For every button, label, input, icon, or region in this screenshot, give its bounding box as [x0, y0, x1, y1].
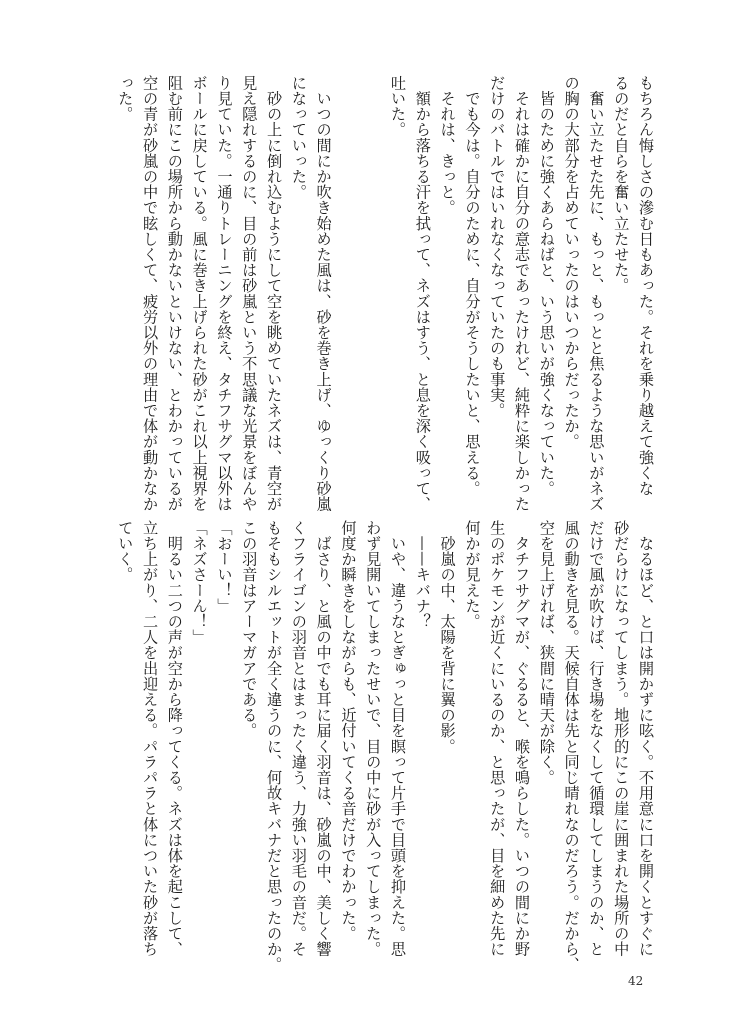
top-text-block	[116, 75, 658, 512]
text-line: 何かが見えた。	[463, 520, 482, 630]
text-line	[336, 75, 361, 505]
text-line: るのだと自らを奮い立たせた。	[612, 75, 631, 294]
text-line: それは確かに自分の意志であったけれど、純粋に楽しかった	[513, 75, 532, 512]
text-line: タチフサグマが、ぐるると、喉を鳴らした。いつの間にか野	[513, 520, 532, 957]
text-line: 阻む前にこの場所から動かないといけない、とわかっているが	[165, 75, 184, 512]
page-number: 42	[628, 974, 644, 988]
text-line	[360, 75, 385, 505]
text-line: ていく。	[116, 520, 135, 583]
text-line: もそもシルエットが全く違うのに、何故キバナだと思ったのか。	[265, 520, 284, 973]
text-line: になっていった。	[289, 75, 308, 200]
text-line: 見え隠れするのに、目の前は砂嵐という不思議な光景をぼんや	[240, 75, 259, 512]
text-line: 何度か瞬きをしながらも、近付いてくる音だけでわかった。	[339, 520, 358, 942]
text-line: った。	[116, 75, 135, 122]
text-line: 砂の上に倒れ込むようにして空を眺めていたネズは、青空が	[265, 75, 284, 512]
text-line: ばさり、と風の中でも耳に届く羽音は、砂嵐の中、美しく響	[314, 520, 333, 957]
text-line: の胸の大部分を占めていったのはいつからだったか。	[562, 75, 581, 450]
text-line: 「おーい！」	[215, 520, 234, 614]
text-line: 生のポケモンが近くにいるのか、と思ったが、目を細めた先に	[488, 520, 507, 957]
text-line: 空の青が砂嵐の中で眩しくて、疲労以外の理由で体が動かなか	[141, 75, 160, 512]
text-line: だけのバトルではいれなくなっていたのも事実。	[488, 75, 507, 419]
text-line: 吐いた。	[389, 75, 408, 138]
text-line: 奮い立たせた先に、もっと、もっとと焦るような思いがネズ	[587, 75, 606, 512]
text-line: 「ネズさーん！」	[190, 520, 209, 645]
text-line: 風の動きを見る。天候自体は先と同じ晴れなのだろう。だから、	[562, 520, 581, 973]
text-line: でも今は。自分のために、自分がそうしたいと、思える。	[463, 75, 482, 497]
text-line: 明るい二つの声が空から降ってくる。ネズは体を起こして、	[165, 520, 184, 957]
text-line: なるほど、と口は開かずに呟く。不用意に口を開くとすぐに	[637, 520, 655, 957]
text-line: 砂だらけになってしまう。地形的にこの崖に囲まれた場所の中	[612, 520, 631, 957]
text-line: 空を見上げれば、狭間に晴天が除く。	[537, 520, 556, 786]
text-line: だけで風が吹けば、行き場をなくして循環してしまうのか、と	[587, 520, 606, 957]
text-line: ——キバナ？	[413, 520, 432, 630]
text-line: わず見開いてしまったせいで、目の中に砂が入ってしまった。	[364, 520, 383, 957]
text-line: 額から落ちる汗を拭って、ネズはすう、と息を深く吸って、	[413, 75, 432, 512]
text-line: この羽音はアーマガアである。	[240, 520, 259, 739]
text-line: 立ち上がり、二人を出迎える。パラパラと体についた砂が落ち	[141, 520, 160, 957]
text-line: 砂嵐の中、太陽を背に翼の影。	[438, 520, 457, 754]
text-line: り見ていた。一通りトレーニングを終え、タチフサグマ以外は	[215, 75, 234, 512]
text-line: それは、きっと。	[438, 75, 457, 216]
text-line: いつの間にか吹き始めた風は、砂を巻き上げ、ゆっくり砂嵐	[314, 75, 333, 512]
text-line: ボールに戻している。風に巻き上げられた砂がこれ以上視界を	[190, 75, 209, 512]
text-line: 皆のために強くあらねばと、いう思いが強くなっていた。	[537, 75, 556, 497]
bottom-text-block	[116, 520, 658, 973]
text-line: もちろん悔しさの滲む日もあった。それを乗り越えて強くな	[637, 75, 655, 497]
text-line: くフライゴンの羽音とはまったく違う、力強い羽毛の音だ。そ	[289, 520, 308, 957]
text-line: いや、違うなとぎゅっと目を瞑って片手で目頭を抑えた。思	[389, 520, 408, 957]
